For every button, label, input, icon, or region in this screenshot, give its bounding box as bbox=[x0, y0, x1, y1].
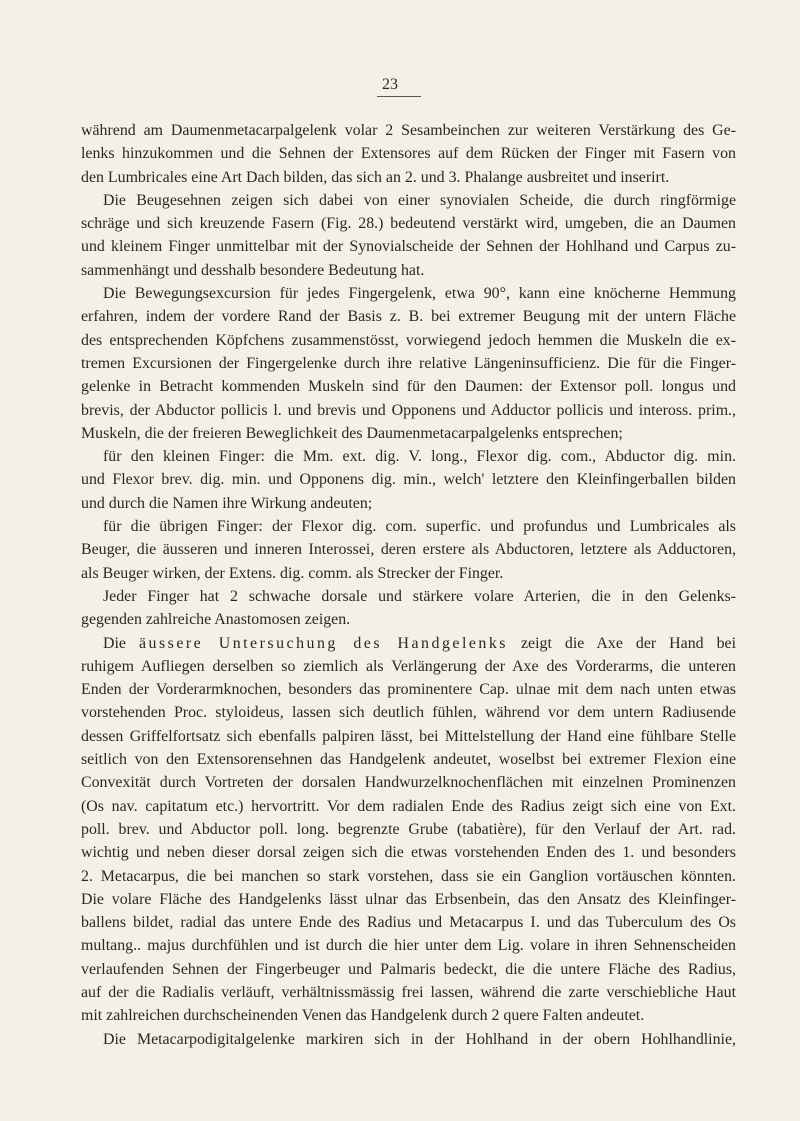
text-line: während am Daumenmetacarpalgelenk volar 2 Sesambeinchen zur weiteren Verstärkung des Ge- bbox=[81, 122, 736, 139]
page-number-rule bbox=[377, 96, 421, 97]
body-text bbox=[81, 119, 736, 1051]
text-line: brevis, der Abductor pollicis l. und brevis und Opponens und Adductor pollicis und inteross. prim., bbox=[81, 401, 736, 419]
text-line: schräge und sich kreuzende Fasern (Fig. 28.) bedeutend verstärkt wird, umgeben, die an Daumen bbox=[81, 215, 736, 233]
paragraph-start-line: für die übrigen Finger: der Flexor dig. com. superfic. und profundus und Lumbricales als bbox=[103, 518, 736, 536]
text-line: verlaufenden Sehnen der Fingerbeuger und Palmaris bedeckt, die die untere Fläche des Radius, bbox=[81, 960, 736, 978]
text-line: und durch die Namen ihre Wirkung andeuten; bbox=[81, 494, 373, 512]
text-line: poll. brev. und Abductor poll. long. begrenzte Grube (tabatière), für den Verlauf der Art. rad. bbox=[81, 820, 736, 838]
text-line: erfahren, indem der vordere Rand der Basis z. B. bei extremer Beugung mit der untern Fläche bbox=[81, 308, 736, 326]
text-line: dessen Griffelfortsatz sich ebenfalls palpiren lässt, bei Mittelstellung der Hand eine fühlbare Stelle bbox=[81, 727, 736, 745]
paragraph-start-line: Die Beugesehnen zeigen sich dabei von einer synovialen Scheide, die durch ringförmige bbox=[103, 191, 736, 209]
text-line: Die volare Fläche des Handgelenks lässt ulnar das Erbsenbein, das den Ansatz des Kleinfinger- bbox=[81, 890, 736, 908]
text-line: wichtig und neben dieser dorsal zeigen sich die etwas vorstehenden Enden des 1. und besonders bbox=[81, 844, 736, 862]
text-line: Enden der Vorderarmknochen, besonders das prominentere Cap. ulnae mit dem nach unten etwas bbox=[81, 681, 736, 699]
text-line: den Lumbricales eine Art Dach bilden, das sich an 2. und 3. Phalange ausbreitet und inserirt. bbox=[81, 168, 670, 186]
text-line: als Beuger wirken, der Extens. dig. comm. als Strecker der Finger. bbox=[81, 564, 504, 582]
text-line: und kleinem Finger unmittelbar mit der Synovialscheide der Sehnen der Hohlhand und Carpus zu- bbox=[81, 238, 736, 256]
paragraph-start-line: Die Bewegungsexcursion für jedes Fingergelenk, etwa 90°, kann eine knöcherne Hemmung bbox=[103, 285, 736, 303]
text-line: lenks hinzukommen und die Sehnen der Extensores auf dem Rücken der Finger mit Fasern von bbox=[81, 145, 736, 163]
paragraph-start-line: für den kleinen Finger: die Mm. ext. dig. V. long., Flexor dig. com., Abductor dig. min. bbox=[103, 448, 736, 466]
line-rest: zeigt die Axe der Hand bei bbox=[508, 634, 736, 652]
text-line: Muskeln, die der freieren Beweglichkeit des Daumenmetacarpalgelenks entsprechen; bbox=[81, 424, 623, 442]
text-line: (Os nav. capitatum etc.) hervortritt. Vor dem radialen Ende des Radius zeigt sich eine von Ext. bbox=[81, 797, 736, 815]
paragraph-start-line: Die Metacarpodigitalgelenke markiren sich in der Hohlhand in der obern Hohlhandlinie, bbox=[103, 1030, 736, 1048]
text-line: Beuger, die äusseren und inneren Interossei, deren erstere als Abductoren, letztere als Adductoren, bbox=[81, 541, 736, 559]
text-line: gegenden zahlreiche Anastomosen zeigen. bbox=[81, 611, 351, 629]
line-prefix: Die bbox=[103, 634, 139, 652]
paragraph-start-line bbox=[81, 632, 736, 655]
text-line: 2. Metacarpus, die bei manchen so stark vorstehen, dass sie ein Ganglion vortäuschen könnten. bbox=[81, 867, 736, 885]
text-line: und Flexor brev. dig. min. und Opponens dig. min., welch' letztere den Kleinfingerballen bilden bbox=[81, 471, 736, 489]
text-line: Convexität durch Vortreten der dorsalen Handwurzelknochenflächen mit einzelnen Prominenzen bbox=[81, 774, 736, 792]
text-line: des entsprechenden Köpfchens zusammenstösst, vorwiegend jedoch hemmen die Muskeln die ex- bbox=[81, 331, 736, 349]
spaced-emphasis: äussere Untersuchung des Handgelenks bbox=[138, 634, 508, 652]
text-line: vorstehenden Proc. styloideus, lassen sich deutlich fühlen, während vor dem untern Radiusende bbox=[81, 704, 736, 722]
text-line: seitlich von den Extensorensehnen das Handgelenk andeutet, woselbst bei extremer Flexion eine bbox=[81, 751, 736, 769]
text-line: mit zahlreichen durchscheinenden Venen das Handgelenk durch 2 quere Falten andeutet. bbox=[81, 1007, 645, 1025]
text-line: multang.. majus durchfühlen und ist durch die hier unter dem Lig. volare in ihren Sehnenscheiden bbox=[81, 937, 736, 955]
text-line: sammenhängt und desshalb besondere Bedeutung hat. bbox=[81, 261, 425, 279]
text-line: ballens bildet, radial das untere Ende des Radius und Metacarpus I. und das Tuberculum des Os bbox=[81, 914, 736, 932]
text-line: ruhigem Aufliegen derselben so ziemlich als Verlängerung der Axe des Vorderarms, die unteren bbox=[81, 657, 736, 675]
text-line: gelenke in Betracht kommenden Muskeln sind für den Daumen: der Extensor poll. longus und bbox=[81, 378, 736, 396]
text-line: auf der die Radialis verläuft, verhältnissmässig frei lassen, während die zarte verschiebliche Haut bbox=[81, 983, 736, 1001]
paragraph-start-line: Jeder Finger hat 2 schwache dorsale und stärkere volare Arterien, die in den Gelenks- bbox=[103, 587, 736, 605]
page-number: 23 bbox=[382, 76, 398, 93]
text-line: tremen Excursionen der Fingergelenke durch ihre relative Längeninsufficienz. Die für die Finger- bbox=[81, 354, 736, 372]
